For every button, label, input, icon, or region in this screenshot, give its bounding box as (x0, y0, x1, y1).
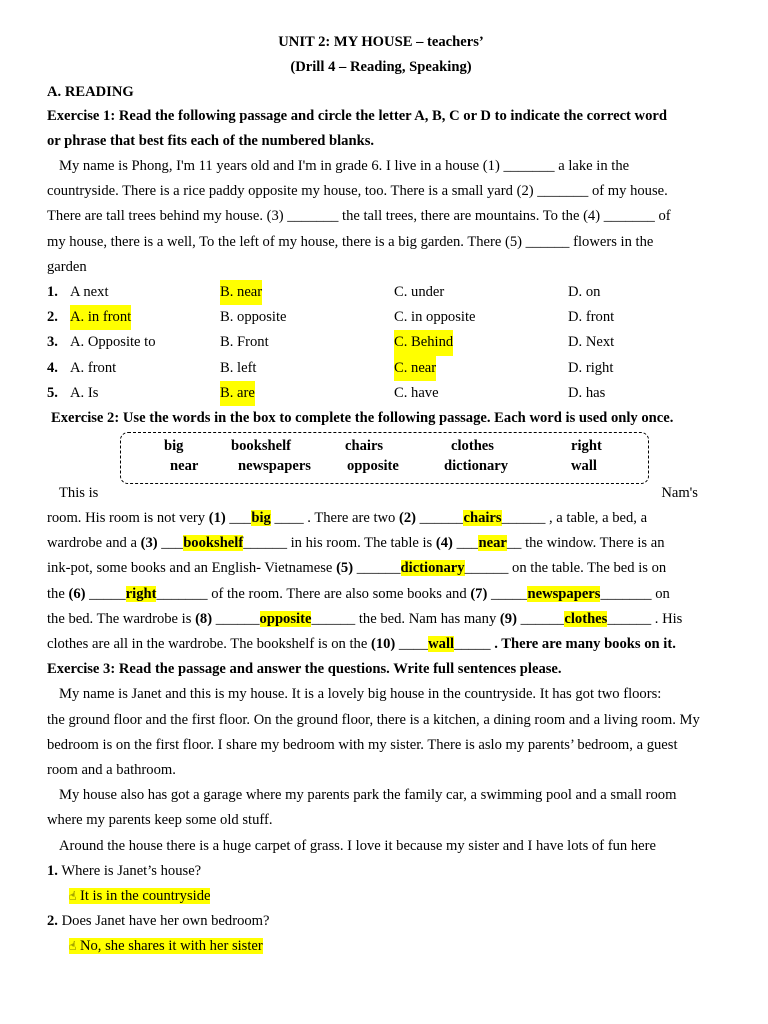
passage-line (47, 632, 715, 657)
passage-text: _____ (454, 636, 495, 652)
option-c[interactable]: C. under (394, 283, 445, 300)
word-box (120, 432, 649, 484)
word-box-item: opposite (347, 458, 399, 474)
blank-number: (2) (399, 510, 417, 527)
exercise-3-instruction: Exercise 3: Read the passage and answer the questions. Write full sentences please. (47, 661, 562, 678)
passage-line: room and a bathroom. (47, 761, 176, 778)
exercise-2-instruction: Exercise 2: Use the words in the box to complete the following passage. Each word is used only once. (51, 409, 674, 426)
passage-line (47, 607, 715, 632)
passage-line (47, 556, 715, 581)
passage-line (47, 506, 715, 531)
answer-word[interactable]: wall (428, 636, 455, 652)
page-title: UNIT 2: MY HOUSE – teachers’ (278, 34, 484, 50)
question-text: Does Janet have her own bedroom? (57, 913, 270, 930)
answer-line (47, 934, 715, 959)
question-number: 5. (47, 384, 58, 401)
word-box-item: newspapers (238, 458, 311, 474)
exercise-1-instruction: Exercise 1: Read the following passage and circle the letter A, B, C or D to indicate the correct word (47, 108, 667, 124)
passage-line: where my parents keep some old stuff. (47, 812, 273, 829)
passage-line: bedroom is on the first floor. I share my bedroom with my sister. There is aslo my parents’ bedroom, a guest (47, 736, 678, 753)
passage-line: Around the house there is a huge carpet of grass. I love it because my sister and I have lots of fun here (59, 837, 656, 854)
passage-text: _______ of the room. There are also some books and (156, 585, 471, 602)
answer-word[interactable]: newspapers (527, 585, 601, 602)
option-b[interactable]: B. are (220, 381, 255, 406)
option-a[interactable]: A. in front (70, 305, 131, 330)
passage-text: ______ in his room. The table is (243, 535, 436, 552)
passage-text: ______ on the table. The bed is on (464, 560, 667, 577)
word-box-item: wall (571, 458, 597, 474)
passage-line: My name is Phong, I'm 11 years old and I'm in grade 6. I live in a house (1) _______ a lake in the (59, 158, 630, 174)
blank-number: (5) (336, 560, 354, 577)
word-box-item: right (571, 438, 602, 454)
passage-text: __ the window. There is an (506, 535, 665, 552)
passage-text: clothes are all in the wardrobe. The bookshelf is on the (47, 636, 371, 652)
passage-text: ____ . There are two (270, 510, 399, 527)
passage-line: My name is Janet and this is my house. It is a lovely big house in the countryside. It has got two floors: (59, 686, 662, 703)
blank: ______ (516, 610, 565, 627)
answer-word[interactable]: right (125, 585, 157, 602)
blank: _____ (85, 585, 126, 602)
option-a[interactable]: A. Opposite to (70, 334, 156, 351)
question-row (47, 330, 715, 355)
page-subtitle: (Drill 4 – Reading, Speaking) (290, 59, 472, 75)
question-row (47, 280, 715, 305)
exercise-1-options (47, 280, 715, 406)
pointing-hand-icon: ☝ (69, 888, 77, 903)
passage-text: ______ . His (607, 610, 683, 627)
exercise-1-instruction-cont: or phrase that best fits each of the numbered blanks. (47, 133, 375, 149)
passage-line: my house, there is a well, To the left of my house, there is a big garden. There (5) ______ flowers in the (47, 233, 654, 250)
blank: ___ (452, 535, 479, 552)
option-c[interactable]: C. Behind (394, 330, 453, 355)
option-d[interactable]: D. right (568, 359, 614, 376)
word-box-item: clothes (451, 438, 494, 454)
option-c[interactable]: C. have (394, 384, 439, 401)
option-b[interactable]: B. near (220, 280, 262, 305)
answer-word[interactable]: dictionary (400, 560, 465, 577)
question-row (47, 381, 715, 406)
section-heading: A. READING (47, 84, 134, 100)
answer-word[interactable]: chairs (463, 510, 502, 527)
option-d[interactable]: D. Next (568, 334, 615, 351)
passage-line (47, 582, 715, 607)
question-number: 1. (47, 283, 58, 300)
answer-word[interactable]: bookshelf (183, 535, 244, 552)
question-number: 2. (47, 309, 58, 326)
option-d[interactable]: D. has (568, 384, 606, 401)
passage-text: room. His room is not very (47, 510, 209, 527)
answer-word[interactable]: clothes (564, 610, 608, 627)
option-c[interactable]: C. near (394, 356, 436, 381)
blank-number: (1) (208, 510, 226, 527)
question-number: 3. (47, 334, 58, 351)
question-row (47, 356, 715, 381)
passage-text: ink-pot, some books and an English- Vietnamese (47, 560, 337, 577)
passage-text: _______ on (600, 585, 670, 602)
passage-text: This is (59, 484, 99, 501)
exercise-1-passage (47, 154, 715, 280)
question-row (47, 305, 715, 330)
answer-word[interactable]: big (251, 510, 271, 527)
answer-word[interactable]: opposite (259, 610, 312, 627)
blank-number: (9) (499, 610, 517, 627)
passage-line: My house also has got a garage where my parents park the family car, a swimming pool and a small room (59, 787, 677, 804)
option-a[interactable]: A. front (70, 359, 117, 376)
passage-text: Nam's (661, 484, 698, 501)
exercise-3-passage (47, 682, 715, 858)
blank: _____ (487, 585, 528, 602)
question-number: 4. (47, 359, 58, 376)
answer-text: No, she shares it with her sister (76, 938, 263, 955)
passage-text: the bed. The wardrobe is (47, 610, 196, 627)
word-box-item: big (164, 438, 184, 454)
exercise-2-passage (47, 481, 715, 657)
answer-line (47, 884, 715, 909)
blank-number: (8) (195, 610, 213, 627)
option-b[interactable]: B. opposite (220, 309, 287, 326)
passage-line: countryside. There is a rice paddy opposite my house, too. There is a small yard (2) _______ of my house. (47, 183, 668, 200)
passage-text: wardrobe and a (47, 535, 141, 552)
word-box-item: near (170, 458, 199, 474)
worksheet-page (47, 30, 715, 959)
blank: ____ (395, 636, 429, 652)
blank-number: (7) (470, 585, 488, 602)
option-a[interactable]: A next (70, 283, 109, 300)
answer-text: It is in the countryside (76, 887, 211, 904)
passage-line: There are tall trees behind my house. (3) _______ the tall trees, there are mountains. To the (4) _______ of (47, 208, 671, 225)
question-number: 2. (47, 913, 58, 930)
passage-text: ______ , a table, a bed, a (501, 510, 648, 527)
passage-line (47, 481, 715, 506)
passage-text: ground floor and the first floor. On the ground floor, there is a kitchen, a dining room and a living room. My (68, 711, 700, 728)
option-a[interactable]: A. Is (70, 384, 99, 401)
passage-line (47, 708, 715, 733)
exercise-3-questions (47, 859, 715, 960)
question (47, 859, 715, 884)
option-d[interactable]: D. front (568, 309, 615, 326)
option-d[interactable]: D. on (568, 283, 601, 300)
passage-text: ______ the bed. Nam has many (311, 610, 500, 627)
passage-text: the (47, 585, 69, 602)
blank-number: (3) (140, 535, 158, 552)
word-box-item: bookshelf (231, 438, 292, 454)
question-text: Where is Janet’s house? (57, 862, 202, 879)
blank-number: (6) (68, 585, 86, 602)
answer-word[interactable]: near (478, 535, 507, 552)
passage-line (47, 531, 715, 556)
option-b[interactable]: B. Front (220, 334, 269, 351)
passage-text: . There are many books on it. (494, 636, 676, 652)
blank: ___ (157, 535, 184, 552)
option-c[interactable]: C. in opposite (394, 309, 476, 326)
word-box-item: dictionary (444, 458, 509, 474)
question (47, 909, 715, 934)
blank-number: (4) (435, 535, 453, 552)
passage-text: the (47, 711, 65, 728)
blank: ______ (212, 610, 260, 627)
blank: ___ (225, 510, 252, 527)
question-number: 1. (47, 862, 58, 879)
pointing-hand-icon: ☝ (69, 939, 77, 954)
blank: ______ (416, 510, 464, 527)
passage-line: garden (47, 258, 87, 275)
word-box-item: chairs (345, 438, 384, 454)
option-b[interactable]: B. left (220, 359, 257, 376)
blank: ______ (353, 560, 401, 577)
blank-number: (10) (370, 636, 396, 652)
